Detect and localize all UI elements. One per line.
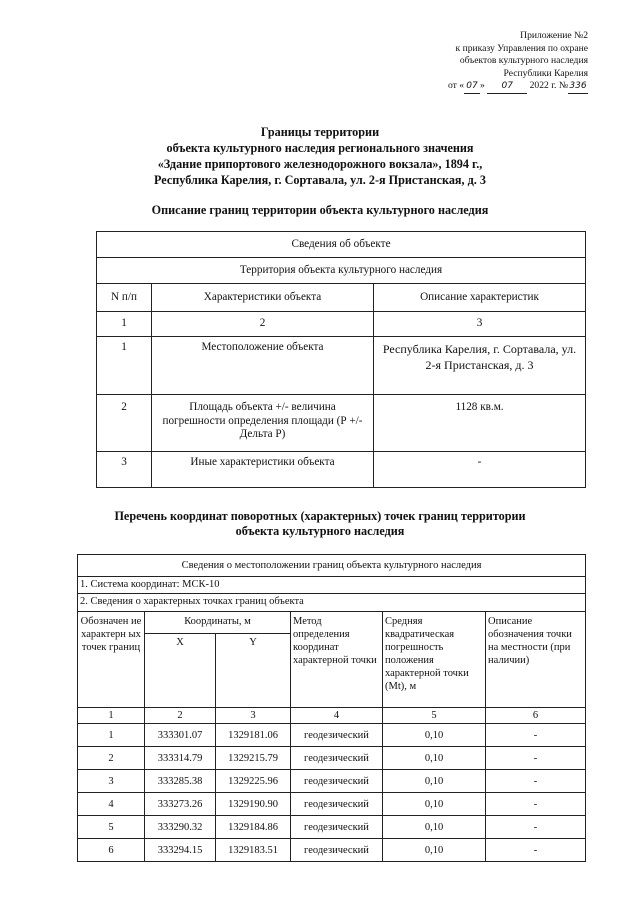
- appendix-line: Приложение №2: [520, 30, 588, 41]
- appendix-block: [448, 30, 588, 94]
- point-id: 1: [78, 724, 145, 747]
- point-id: 5: [78, 816, 145, 839]
- col-number-cell: 5: [383, 708, 486, 724]
- coord-y: 1329215.79: [216, 747, 291, 770]
- row-number: 3: [97, 452, 152, 488]
- date-prefix: от «: [447, 80, 464, 91]
- table-row: [97, 337, 586, 395]
- row-number: 1: [97, 337, 152, 395]
- row-description: -: [374, 452, 586, 488]
- row-number: 2: [97, 395, 152, 452]
- title-line: Республика Карелия, г. Сортавала, ул. 2-я Пристанская, д. 3: [154, 173, 486, 187]
- coordinates-table: [77, 554, 586, 862]
- table-row: [78, 747, 586, 770]
- document-title: [0, 124, 640, 188]
- method: геодезический: [291, 839, 383, 862]
- date-year: 2022 г. №: [529, 80, 568, 91]
- col-number-cell: 4: [291, 708, 383, 724]
- method: геодезический: [291, 816, 383, 839]
- coord-y: 1329225.96: [216, 770, 291, 793]
- error: 0,10: [383, 816, 486, 839]
- point-description: -: [486, 839, 586, 862]
- coord-table-header: Сведения о местоположении границ объекта культурного наследия: [78, 555, 586, 577]
- table-row: [78, 770, 586, 793]
- point-id: 6: [78, 839, 145, 862]
- section2-title: [0, 509, 640, 539]
- section1-title: Описание границ территории объекта культурного наследия: [151, 203, 489, 217]
- handwritten-order-number: 336: [568, 80, 588, 94]
- points-header: 2. Сведения о характерных точках границ объекта: [78, 594, 586, 612]
- table-row: [78, 816, 586, 839]
- point-description: -: [486, 747, 586, 770]
- row-description: 1128 кв.м.: [374, 395, 586, 452]
- col-header-error: Средняя квадратическая погрешность положения характерной точки (Mt), м: [383, 612, 486, 708]
- col-header-description: Описание характеристик: [374, 284, 586, 312]
- coord-x: 333285.38: [145, 770, 216, 793]
- date-mid: »: [480, 80, 485, 91]
- col-header-characteristic: Характеристики объекта: [152, 284, 374, 312]
- col-header-x: X: [145, 634, 216, 708]
- point-description: -: [486, 724, 586, 747]
- section2-title-line: объекта культурного наследия: [235, 524, 405, 538]
- error: 0,10: [383, 747, 486, 770]
- col-header-description: Описание обозначения точки на местности (при наличии): [486, 612, 586, 708]
- coord-y: 1329184.86: [216, 816, 291, 839]
- error: 0,10: [383, 839, 486, 862]
- method: геодезический: [291, 724, 383, 747]
- handwritten-month: 07: [487, 80, 527, 94]
- appendix-date-line: [448, 80, 588, 94]
- coord-y: 1329183.51: [216, 839, 291, 862]
- col-number-cell: 2: [145, 708, 216, 724]
- row-characteristic: Иные характеристики объекта: [152, 452, 374, 488]
- point-description: -: [486, 793, 586, 816]
- error: 0,10: [383, 793, 486, 816]
- object-table-subheader: Территория объекта культурного наследия: [97, 258, 586, 284]
- row-characteristic: Площадь объекта +/- величина погрешности определения площади (Р +/- Дельта Р): [152, 395, 374, 452]
- table-row: [78, 724, 586, 747]
- appendix-line: к приказу Управления по охране: [455, 42, 588, 54]
- coord-x: 333294.15: [145, 839, 216, 862]
- col-header-method: Метод определения координат характерной точки: [291, 612, 383, 708]
- table-row: [97, 452, 586, 488]
- col-number-cell: 3: [216, 708, 291, 724]
- title-line: объекта культурного наследия регионального значения: [166, 141, 474, 155]
- method: геодезический: [291, 747, 383, 770]
- error: 0,10: [383, 770, 486, 793]
- section2-title-line: Перечень координат поворотных (характерных) точек границ территории: [114, 509, 526, 523]
- coord-x: 333314.79: [145, 747, 216, 770]
- appendix-line: объектов культурного наследия: [459, 55, 588, 66]
- col-number-cell: 6: [486, 708, 586, 724]
- col-header-number: N п/п: [97, 284, 152, 312]
- object-info-table: [96, 231, 586, 488]
- coord-y: 1329190.90: [216, 793, 291, 816]
- error: 0,10: [383, 724, 486, 747]
- coord-x: 333290.32: [145, 816, 216, 839]
- col-header-point: Обозначен ие характерн ых точек границ: [78, 612, 145, 708]
- table-row: [78, 839, 586, 862]
- col-number-cell: 1: [78, 708, 145, 724]
- point-id: 4: [78, 793, 145, 816]
- title-line: Границы территории: [260, 125, 380, 139]
- coord-x: 333301.07: [145, 724, 216, 747]
- point-description: -: [486, 770, 586, 793]
- method: геодезический: [291, 793, 383, 816]
- method: геодезический: [291, 770, 383, 793]
- col-header-coords: Координаты, м: [145, 612, 291, 634]
- col-header-y: Y: [216, 634, 291, 708]
- col-number-cell: 2: [152, 312, 374, 337]
- object-table-header: Сведения об объекте: [97, 232, 586, 258]
- row-description: Республика Карелия, г. Сортавала, ул. 2-я Пристанская, д. 3: [374, 337, 586, 395]
- table-row: [78, 793, 586, 816]
- row-characteristic: Местоположение объекта: [152, 337, 374, 395]
- appendix-line: Республики Карелия: [503, 67, 588, 79]
- point-description: -: [486, 816, 586, 839]
- title-line: «Здание припортового железнодорожного вокзала», 1894 г.,: [157, 157, 483, 171]
- coordinate-system: 1. Система координат: МСК-10: [78, 577, 586, 594]
- coord-x: 333273.26: [145, 793, 216, 816]
- point-id: 3: [78, 770, 145, 793]
- table-row: [97, 395, 586, 452]
- point-id: 2: [78, 747, 145, 770]
- col-number-cell: 3: [374, 312, 586, 337]
- coord-y: 1329181.06: [216, 724, 291, 747]
- handwritten-day: 07: [464, 80, 480, 94]
- col-number-cell: 1: [97, 312, 152, 337]
